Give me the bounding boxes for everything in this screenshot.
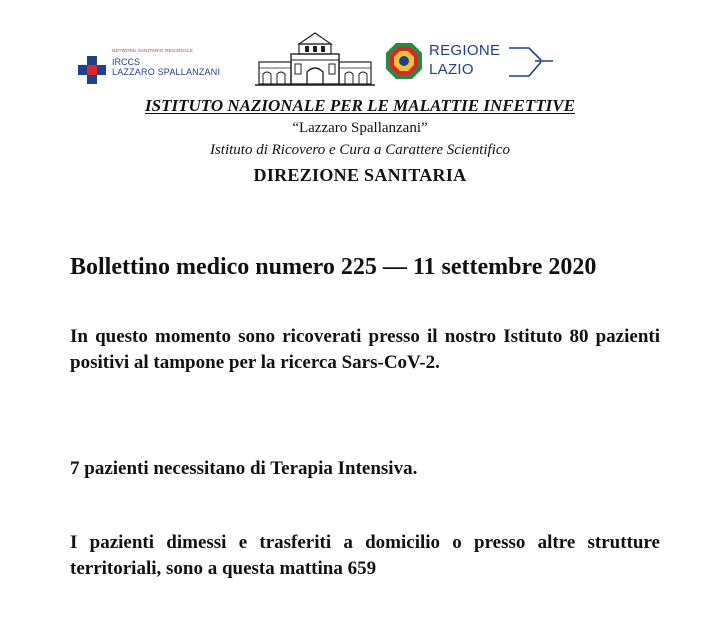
direction-heading: DIREZIONE SANITARIA (253, 165, 467, 185)
institute-name: ISTITUTO NAZIONALE PER LE MALATTIE INFETTIVE (145, 96, 575, 115)
irccs-spallanzani-logo (78, 46, 248, 86)
irccs-network-text: NETWORK SANITARIO REGIONALE (112, 48, 194, 53)
regione-line2: LAZIO (429, 61, 474, 78)
spallanzani-building-icon (255, 30, 375, 88)
bulletin-paragraph-intensive-care: 7 pazienti necessitano di Terapia Intensiva. (70, 458, 418, 479)
institute-subtitle: Istituto di Ricovero e Cura a Carattere Scientifico (209, 142, 511, 158)
institute-quote: “Lazzaro Spallanzani” (292, 120, 428, 136)
irccs-name: LAZZARO SPALLANZANI (112, 67, 221, 77)
regione-line1: REGIONE (429, 42, 501, 59)
regione-chevron-icon (507, 42, 555, 80)
regione-lazio-logo (385, 40, 555, 84)
logo-row (70, 30, 550, 92)
irccs-abbr: IRCCS (112, 57, 141, 67)
bulletin-paragraph-hospitalized: In questo momento sono ricoverati presso il nostro Istituto 80 pazienti positivi al tampone per la ricerca Sars-CoV-2. (70, 326, 660, 373)
regione-lazio-wordmark (429, 42, 549, 82)
medical-cross-icon (78, 56, 106, 84)
bulletin-paragraph-discharged: I pazienti dimessi e trasferiti a domicilio o presso altre strutture territoriali, sono a questa mattina 659 (70, 532, 660, 579)
bulletin-title: Bollettino medico numero 225 — 11 settembre 2020 (70, 254, 597, 280)
regione-lazio-emblem-icon (385, 42, 423, 80)
